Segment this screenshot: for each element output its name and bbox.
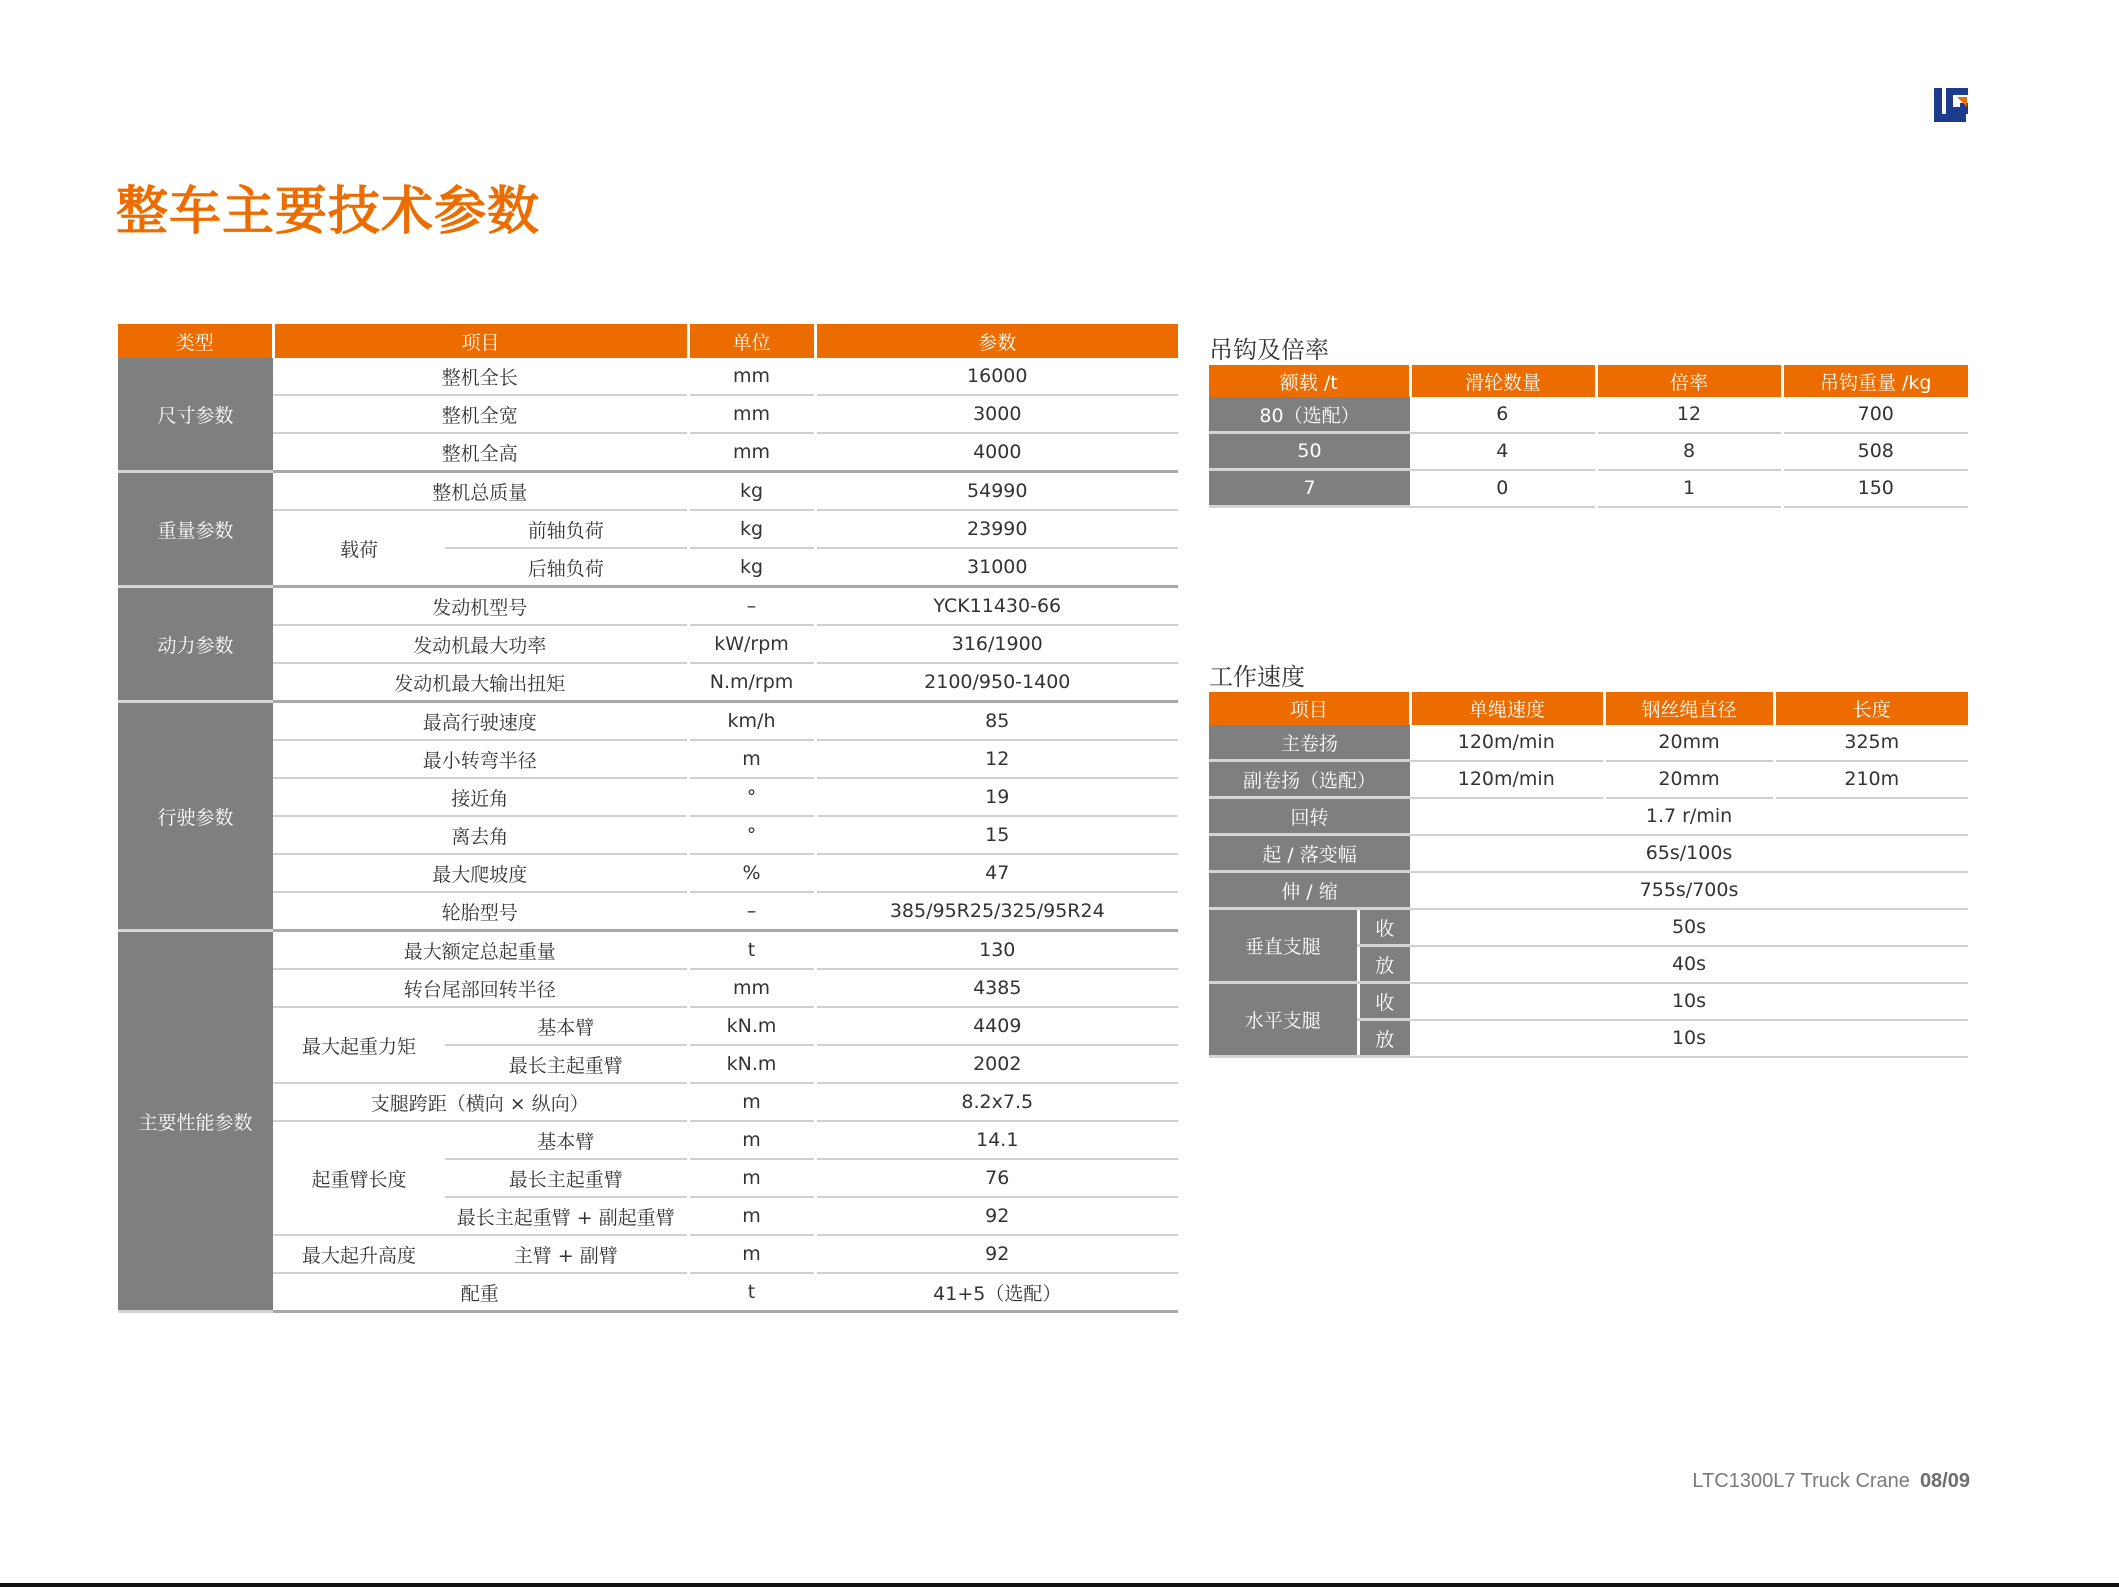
hook-table — [1209, 365, 1968, 508]
category-size: 尺寸参数 — [118, 358, 273, 472]
value-cell: 2002 — [815, 1045, 1178, 1083]
unit-cell: km/h — [688, 702, 815, 741]
item-cell: 接近角 — [273, 778, 688, 816]
value-cell: 54990 — [815, 472, 1178, 511]
table-row — [118, 587, 1178, 626]
header-item: 项目 — [273, 324, 688, 358]
item-cell: 伸 / 缩 — [1209, 872, 1410, 909]
unit-cell: m — [688, 1121, 815, 1159]
table-row — [118, 1007, 1178, 1045]
speed-value-cell: 10s — [1410, 1020, 1968, 1057]
item-group-cell: 载荷 — [273, 510, 445, 587]
sub-item-cell: 最长主起重臂 — [445, 1045, 688, 1083]
page-number: 08/09 — [1919, 1470, 1970, 1492]
table-row — [1209, 433, 1968, 470]
line-speed-cell: 120m/min — [1410, 725, 1604, 761]
header-item: 项目 — [1209, 692, 1410, 725]
item-cell: 配重 — [273, 1273, 688, 1312]
speed-value-cell: 1.7 r/min — [1410, 798, 1968, 835]
value-cell: 23990 — [815, 510, 1178, 548]
page-title: 整车主要技术参数 — [116, 182, 541, 242]
extend-label: 放 — [1358, 946, 1410, 983]
table-row — [118, 625, 1178, 663]
table-row — [118, 510, 1178, 548]
value-cell: 31000 — [815, 548, 1178, 587]
length-cell: 325m — [1774, 725, 1968, 761]
table-row — [118, 1083, 1178, 1121]
category-travel: 行驶参数 — [118, 702, 273, 931]
table-row — [1209, 835, 1968, 872]
item-group-cell: 最大起升高度 — [273, 1235, 445, 1273]
unit-cell: mm — [688, 969, 815, 1007]
sub-item-cell: 最长主起重臂 + 副起重臂 — [445, 1197, 688, 1235]
table-row — [118, 778, 1178, 816]
value-cell: 41+5（选配） — [815, 1273, 1178, 1312]
value-cell: 8.2x7.5 — [815, 1083, 1178, 1121]
value-cell: 385/95R25/325/95R24 — [815, 892, 1178, 931]
item-cell: 轮胎型号 — [273, 892, 688, 931]
length-cell: 210m — [1774, 761, 1968, 798]
line-speed-cell: 120m/min — [1410, 761, 1604, 798]
table-row — [118, 740, 1178, 778]
value-cell: 4000 — [815, 433, 1178, 472]
hook-weight-cell: 508 — [1782, 433, 1968, 470]
value-cell: 76 — [815, 1159, 1178, 1197]
hook-weight-cell: 700 — [1782, 397, 1968, 433]
rope-diameter-cell: 20mm — [1604, 725, 1774, 761]
speed-value-cell: 10s — [1410, 983, 1968, 1020]
sheave-count-cell: 4 — [1410, 433, 1596, 470]
table-row — [1209, 761, 1968, 798]
value-cell: 92 — [815, 1235, 1178, 1273]
header-unit: 单位 — [688, 324, 815, 358]
unit-cell: – — [688, 892, 815, 931]
lg-logo-icon — [1932, 86, 1970, 124]
category-power: 动力参数 — [118, 587, 273, 702]
value-cell: 130 — [815, 931, 1178, 970]
speed-value-cell: 40s — [1410, 946, 1968, 983]
table-header-row — [1209, 365, 1968, 397]
retract-label: 收 — [1358, 909, 1410, 946]
bottom-divider — [0, 1583, 2119, 1587]
unit-cell: t — [688, 1273, 815, 1312]
value-cell: 14.1 — [815, 1121, 1178, 1159]
unit-cell: m — [688, 740, 815, 778]
sheave-count-cell: 0 — [1410, 470, 1596, 507]
rope-diameter-cell: 20mm — [1604, 761, 1774, 798]
header-reeving: 倍率 — [1596, 365, 1782, 397]
unit-cell: kg — [688, 510, 815, 548]
table-row — [118, 1235, 1178, 1273]
sheave-count-cell: 6 — [1410, 397, 1596, 433]
table-row — [1209, 798, 1968, 835]
unit-cell: m — [688, 1083, 815, 1121]
unit-cell: mm — [688, 358, 815, 395]
table-row — [118, 892, 1178, 931]
item-cell: 副卷扬（选配） — [1209, 761, 1410, 798]
sub-item-cell: 基本臂 — [445, 1007, 688, 1045]
value-cell: 15 — [815, 816, 1178, 854]
speed-table-title: 工作速度 — [1209, 663, 1305, 691]
header-hook-weight: 吊钩重量 /kg — [1782, 365, 1968, 397]
value-cell: 12 — [815, 740, 1178, 778]
item-cell: 整机全宽 — [273, 395, 688, 433]
rated-load-cell: 7 — [1209, 470, 1410, 507]
item-cell: 最高行驶速度 — [273, 702, 688, 741]
retract-label: 收 — [1358, 983, 1410, 1020]
reeving-cell: 1 — [1596, 470, 1782, 507]
item-cell: 回转 — [1209, 798, 1410, 835]
speed-value-cell: 50s — [1410, 909, 1968, 946]
header-line-speed: 单绳速度 — [1410, 692, 1604, 725]
unit-cell: – — [688, 587, 815, 626]
item-cell: 起 / 落变幅 — [1209, 835, 1410, 872]
value-cell: 85 — [815, 702, 1178, 741]
sub-item-cell: 最长主起重臂 — [445, 1159, 688, 1197]
table-row — [118, 931, 1178, 970]
unit-cell: mm — [688, 395, 815, 433]
table-row — [118, 1273, 1178, 1312]
unit-cell: ° — [688, 778, 815, 816]
value-cell: 16000 — [815, 358, 1178, 395]
item-cell: 主卷扬 — [1209, 725, 1410, 761]
outrigger-horizontal-cell: 水平支腿 — [1209, 983, 1358, 1057]
unit-cell: kN.m — [688, 1007, 815, 1045]
table-row — [1209, 397, 1968, 433]
table-row — [1209, 983, 1968, 1020]
unit-cell: % — [688, 854, 815, 892]
sub-item-cell: 主臂 + 副臂 — [445, 1235, 688, 1273]
item-cell: 发动机型号 — [273, 587, 688, 626]
table-header-row — [118, 324, 1178, 358]
item-cell: 发动机最大功率 — [273, 625, 688, 663]
unit-cell: mm — [688, 433, 815, 472]
item-cell: 最小转弯半径 — [273, 740, 688, 778]
item-cell: 支腿跨距（横向 × 纵向） — [273, 1083, 688, 1121]
unit-cell: ° — [688, 816, 815, 854]
item-cell: 离去角 — [273, 816, 688, 854]
category-performance: 主要性能参数 — [118, 931, 273, 1312]
speed-value-cell: 755s/700s — [1410, 872, 1968, 909]
unit-cell: m — [688, 1235, 815, 1273]
item-cell: 整机全长 — [273, 358, 688, 395]
main-spec-table — [118, 324, 1178, 1313]
item-cell: 转台尾部回转半径 — [273, 969, 688, 1007]
category-weight: 重量参数 — [118, 472, 273, 587]
value-cell: 2100/950-1400 — [815, 663, 1178, 702]
header-sheave-count: 滑轮数量 — [1410, 365, 1596, 397]
unit-cell: t — [688, 931, 815, 970]
item-group-cell: 最大起重力矩 — [273, 1007, 445, 1083]
sub-item-cell: 后轴负荷 — [445, 548, 688, 587]
reeving-cell: 8 — [1596, 433, 1782, 470]
item-group-cell: 起重臂长度 — [273, 1121, 445, 1235]
extend-label: 放 — [1358, 1020, 1410, 1057]
header-rated-load: 额载 /t — [1209, 365, 1410, 397]
table-row — [118, 358, 1178, 395]
table-row — [118, 854, 1178, 892]
speed-value-cell: 65s/100s — [1410, 835, 1968, 872]
item-cell: 整机全高 — [273, 433, 688, 472]
rated-load-cell: 50 — [1209, 433, 1410, 470]
unit-cell: kW/rpm — [688, 625, 815, 663]
value-cell: YCK11430-66 — [815, 587, 1178, 626]
sub-item-cell: 前轴负荷 — [445, 510, 688, 548]
table-header-row — [1209, 692, 1968, 725]
unit-cell: m — [688, 1159, 815, 1197]
table-row — [118, 472, 1178, 511]
footer-model: LTC1300L7 Truck Crane — [1692, 1470, 1910, 1492]
speed-table — [1209, 692, 1968, 1058]
value-cell: 4385 — [815, 969, 1178, 1007]
item-cell: 最大爬坡度 — [273, 854, 688, 892]
table-row — [118, 395, 1178, 433]
unit-cell: N.m/rpm — [688, 663, 815, 702]
table-row — [118, 663, 1178, 702]
item-cell: 发动机最大输出扭矩 — [273, 663, 688, 702]
table-row — [1209, 470, 1968, 507]
outrigger-vertical-cell: 垂直支腿 — [1209, 909, 1358, 983]
table-row — [118, 433, 1178, 472]
value-cell: 4409 — [815, 1007, 1178, 1045]
rated-load-cell: 80（选配） — [1209, 397, 1410, 433]
header-rope-diameter: 钢丝绳直径 — [1604, 692, 1774, 725]
item-cell: 整机总质量 — [273, 472, 688, 511]
unit-cell: kN.m — [688, 1045, 815, 1083]
sub-item-cell: 基本臂 — [445, 1121, 688, 1159]
unit-cell: m — [688, 1197, 815, 1235]
value-cell: 3000 — [815, 395, 1178, 433]
reeving-cell: 12 — [1596, 397, 1782, 433]
header-type: 类型 — [118, 324, 273, 358]
page-footer — [1692, 1470, 1970, 1493]
value-cell: 92 — [815, 1197, 1178, 1235]
table-row — [118, 1121, 1178, 1159]
table-row — [1209, 909, 1968, 946]
unit-cell: kg — [688, 548, 815, 587]
hook-table-title: 吊钩及倍率 — [1209, 336, 1329, 364]
value-cell: 316/1900 — [815, 625, 1178, 663]
table-row — [118, 969, 1178, 1007]
table-row — [118, 816, 1178, 854]
unit-cell: kg — [688, 472, 815, 511]
header-length: 长度 — [1774, 692, 1968, 725]
value-cell: 47 — [815, 854, 1178, 892]
value-cell: 19 — [815, 778, 1178, 816]
table-row — [118, 702, 1178, 741]
table-row — [1209, 725, 1968, 761]
table-row — [1209, 872, 1968, 909]
header-value: 参数 — [815, 324, 1178, 358]
item-cell: 最大额定总起重量 — [273, 931, 688, 970]
hook-weight-cell: 150 — [1782, 470, 1968, 507]
